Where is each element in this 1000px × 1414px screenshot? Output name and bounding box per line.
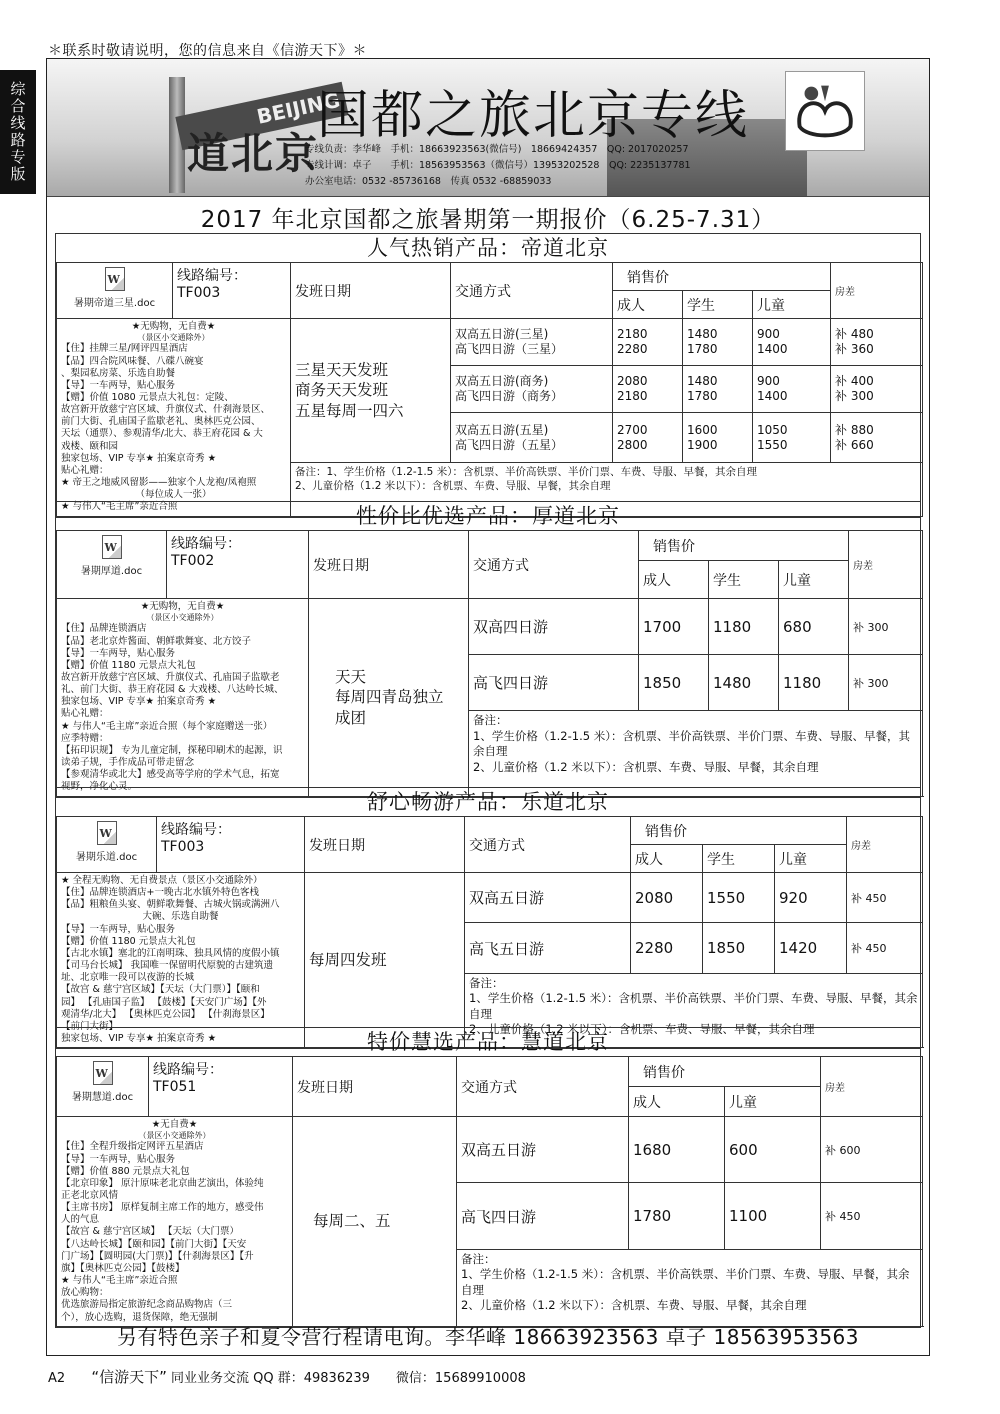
transport-value: 高飞四日游（商务） xyxy=(455,389,564,404)
adult-price: 1780 xyxy=(629,1183,725,1249)
feature-line: ★无购物，无自费★ xyxy=(140,601,225,612)
feature-line: ★ 与伟人“毛主席”亲近合照（每个家庭赠送一张） xyxy=(61,720,273,732)
transport-value: 双高五日游 xyxy=(457,1117,629,1183)
feature-line: 园】 【孔庙国子监】 【鼓楼】【天安门广场】【外 xyxy=(61,996,267,1008)
room-diff-header: 房差 xyxy=(831,263,923,319)
child-price: 1050 xyxy=(757,422,788,437)
feature-line: 【导】一车两导，贴心服务 xyxy=(61,379,176,391)
header-banner xyxy=(47,59,929,197)
date-line: 成团 xyxy=(335,708,367,727)
room-diff: 补 450 xyxy=(821,1183,923,1249)
product-2-table xyxy=(56,530,923,797)
product-4 xyxy=(55,1027,921,1328)
product-3-dates xyxy=(305,873,465,1048)
bottom-contact: 同业业务交流 QQ 群：49836239 微信：15689910008 xyxy=(171,1371,526,1386)
room-diff: 补 300 xyxy=(849,655,923,711)
date-line: 每周四青岛独立 xyxy=(335,688,444,707)
note-line: 备注：1、学生价格（1.2-1.5 米）：含机票、半价高铁票、半价门票、车费、导服、早餐，其余自理 xyxy=(295,465,757,478)
feature-line: 【住】全程升级指定网评五星酒店 xyxy=(61,1141,204,1153)
table-cell xyxy=(613,413,683,462)
adult-price: 2800 xyxy=(617,437,648,452)
feature-line: 戏楼、颐和园 xyxy=(61,440,119,452)
room-diff: 补 450 xyxy=(847,873,923,923)
product-1-doc-cell[interactable] xyxy=(57,263,173,319)
table-cell xyxy=(831,366,923,413)
price-header: 销售价 xyxy=(629,1057,821,1087)
price-header: 销售价 xyxy=(639,531,849,561)
product-3 xyxy=(55,787,921,1049)
transport-header: 交通方式 xyxy=(469,531,639,599)
table-cell xyxy=(753,413,831,462)
transport-header: 交通方式 xyxy=(451,263,613,319)
transport-value: 双高五日游(商务) xyxy=(455,374,549,389)
child-price: 920 xyxy=(775,873,847,923)
feature-line: 【主席书房】 原样复制主席工作的地方，感受伟 xyxy=(61,1202,264,1214)
student-header: 学生 xyxy=(703,845,775,873)
room-diff: 补 480 xyxy=(835,327,874,342)
product-2-doc-cell[interactable] xyxy=(57,531,167,599)
student-price: 1780 xyxy=(687,389,718,404)
date-line: 天天 xyxy=(335,668,367,687)
feature-line: 【导】一车两导，贴心服务 xyxy=(61,923,176,935)
product-3-features xyxy=(57,873,305,1048)
main-title: 2017 年北京国都之旅暑期第一期报价（6.25-7.31） xyxy=(200,207,776,233)
product-4-table xyxy=(56,1056,923,1327)
transport-value: 双高五日游(五星) xyxy=(455,422,549,437)
adult-header: 成人 xyxy=(613,291,683,319)
product-4-title: 特价慧选产品：慧道北京 xyxy=(367,1030,609,1054)
room-diff: 补 450 xyxy=(847,923,923,973)
table-cell xyxy=(451,413,613,462)
transport-value: 双高五日游(三星) xyxy=(455,327,549,342)
child-header: 儿童 xyxy=(725,1087,821,1117)
product-2-dates xyxy=(309,599,469,797)
feature-line: 观清华/北大】 【奥林匹克公园】 【什刹海景区】 xyxy=(61,1008,270,1020)
table-cell xyxy=(753,319,831,366)
feature-line: 贴心礼赠： xyxy=(61,464,109,476)
table-cell xyxy=(451,319,613,366)
transport-value: 双高四日游 xyxy=(469,599,639,655)
feature-line: ★ 帝王之地威风留影——独家个人龙袍/凤袍照 xyxy=(61,477,257,489)
route-label: 线路编号： xyxy=(161,822,231,838)
feature-line: 【导】一车两导，贴心服务 xyxy=(61,1153,176,1165)
room-diff-header: 房差 xyxy=(821,1057,923,1117)
feature-line: 独家包场、VIP 专享★ 拍案京奇秀 ★ xyxy=(61,452,217,464)
price-header: 销售价 xyxy=(613,263,831,291)
student-header: 学生 xyxy=(683,291,753,319)
product-3-table xyxy=(56,816,923,1048)
transport-value: 高飞四日游（三星） xyxy=(455,342,564,357)
product-4-features xyxy=(57,1117,293,1327)
feature-line: 贴心礼赠： xyxy=(61,708,109,720)
contact-line-2: 专线计调：卓子 手机：18563953563（微信号）13953202528 QQ: 2235137781 xyxy=(305,160,691,171)
feature-line: 【拓印识规】 专为儿童定制，探秘印刷术的起源，识 xyxy=(61,744,283,756)
feature-line: ★ 与伟人“毛主席”亲近合照 xyxy=(61,501,178,513)
route-label: 线路编号： xyxy=(177,268,247,284)
product-2-doc-name: 暑期厚道.doc xyxy=(80,566,143,577)
feature-line: 【品】粗粮鱼头宴、朝鲜歌舞餐、古城火锅或满洲八 xyxy=(61,899,280,911)
adult-price: 2080 xyxy=(631,873,703,923)
date-header: 发班日期 xyxy=(309,531,469,599)
feature-line: 【故宫 & 慈宁宫区域】【天坛（大门票）】【颐和 xyxy=(61,984,260,996)
product-3-doc-cell[interactable] xyxy=(57,817,157,873)
note-line: 2、儿童价格（1.2 米以下）：含机票、车费、导服、早餐，其余自理 xyxy=(473,759,819,774)
transport-header: 交通方式 xyxy=(457,1057,629,1117)
product-3-title: 舒心畅游产品：乐道北京 xyxy=(367,790,609,814)
adult-price: 1700 xyxy=(639,599,709,655)
adult-header: 成人 xyxy=(631,845,703,873)
adult-price: 2700 xyxy=(617,422,648,437)
product-2-title: 性价比优选产品：厚道北京 xyxy=(356,504,620,528)
room-diff: 补 880 xyxy=(835,422,874,437)
feature-line: 正老北京风情 xyxy=(61,1190,119,1202)
child-price: 680 xyxy=(779,599,849,655)
student-price: 1550 xyxy=(703,873,775,923)
feature-line: 门广场】【圆明园(大门票)】【什刹海景区】【升 xyxy=(61,1250,254,1262)
product-1-features xyxy=(57,319,291,517)
feature-line: 放心购物： xyxy=(61,1287,109,1299)
feature-line: 大碗、乐选自助餐 xyxy=(142,911,219,923)
feature-line: 独家包场、VIP 专享★ 拍案京奇秀 ★ xyxy=(61,1033,217,1045)
product-2 xyxy=(55,501,921,798)
feature-line: 【导】一车两导，贴心服务 xyxy=(61,647,176,659)
feature-line: ★无购物，无自费★ xyxy=(131,321,216,332)
adult-price: 2280 xyxy=(617,342,648,357)
dao-beijing-text: 道北京 xyxy=(187,129,320,178)
table-cell xyxy=(613,319,683,366)
student-price: 1480 xyxy=(687,374,718,389)
feature-line: 【八达岭长城】【颐和园】【前门大街】【天安 xyxy=(61,1238,247,1250)
student-price: 1480 xyxy=(687,327,718,342)
feature-line: 故宫新开放慈宁宫区域、升旗仪式、孔庙国子监歇老 xyxy=(61,672,280,684)
contact-line-1: 专线负责：李华峰 手机：18663923563(微信号) 18669424357 QQ: 2017020257 xyxy=(305,144,689,155)
transport-value: 双高五日游 xyxy=(465,873,631,923)
product-4-doc-cell[interactable] xyxy=(57,1057,149,1117)
product-2-notes xyxy=(469,711,923,797)
child-price: 900 xyxy=(757,374,780,389)
bottom-bar xyxy=(48,1366,526,1387)
transport-header: 交通方式 xyxy=(465,817,631,873)
feature-line: 【故宫 & 慈宁宫区域】 【天坛（大门票） xyxy=(61,1226,239,1238)
feature-line: 【赠】价值 1080 元景点大礼包：定陵、 xyxy=(61,392,234,404)
date-header: 发班日期 xyxy=(291,263,451,319)
banner-title: 国都之旅北京专线 xyxy=(317,86,750,146)
student-price: 1480 xyxy=(709,655,779,711)
footer-contact-line: 另有特色亲子和夏令营行程请电询。李华峰 18663923563 卓子 18563953563 xyxy=(116,1325,859,1349)
feature-line: （景区小交通除外） xyxy=(146,613,219,623)
transport-value: 高飞四日游 xyxy=(469,655,639,711)
feature-line: 个），放心选购，退货保障，绝无强制 xyxy=(61,1311,218,1323)
adult-price: 2180 xyxy=(617,389,648,404)
route-label: 线路编号： xyxy=(171,536,241,552)
feature-line: 【住】品牌连锁酒店 xyxy=(61,623,147,635)
table-cell xyxy=(451,366,613,413)
student-price: 1180 xyxy=(709,599,779,655)
student-price: 1780 xyxy=(687,342,718,357)
product-3-doc-name: 暑期乐道.doc xyxy=(75,852,138,863)
top-note: ＊联系时敬请说明，您的信息来自《信游天下》＊ xyxy=(48,43,367,59)
route-label: 线路编号： xyxy=(153,1062,223,1078)
product-1-table xyxy=(56,262,923,517)
date-line: 商务天天发班 xyxy=(295,381,389,400)
student-header: 学生 xyxy=(709,561,779,599)
child-header: 儿童 xyxy=(779,561,849,599)
child-price: 1550 xyxy=(757,437,788,452)
feature-line: 【住】品牌连锁酒店+一晚古北水镇外特色客栈 xyxy=(61,887,259,899)
date-header: 发班日期 xyxy=(305,817,465,873)
feature-line: 、梨园私房菜、乐选自助餐 xyxy=(61,367,176,379)
note-line: 1、学生价格（1.2-1.5 米）：含机票、半价高铁票、半价门票、车费、导服、早餐，其余自理 xyxy=(461,1267,910,1297)
child-price: 1420 xyxy=(775,923,847,973)
table-cell xyxy=(831,319,923,366)
child-price: 1400 xyxy=(757,342,788,357)
feature-line: 人的气息 xyxy=(61,1214,100,1226)
feature-line: 应季特赠： xyxy=(61,732,109,744)
feature-line: 【赠】价值 880 元景点大礼包 xyxy=(61,1165,190,1177)
date-line: 每周四发班 xyxy=(309,951,387,970)
date-header: 发班日期 xyxy=(293,1057,457,1117)
price-header: 销售价 xyxy=(631,817,847,845)
child-price: 900 xyxy=(757,327,780,342)
room-diff: 补 300 xyxy=(849,599,923,655)
feature-line: 【北京印象】 原汁原味老北京曲艺演出，体验纯 xyxy=(61,1177,264,1189)
table-cell xyxy=(683,366,753,413)
student-price: 1850 xyxy=(703,923,775,973)
transport-value: 高飞五日游 xyxy=(465,923,631,973)
feature-line: 前门大街、孔庙国子监歇老礼、奥林匹克公园、 xyxy=(61,416,261,428)
date-line: 五星每周一四六 xyxy=(295,401,404,420)
note-line: 2、儿童价格（1.2 米以下）：含机票、车费、导服、早餐，其余自理 xyxy=(295,480,611,493)
feature-line: 读弟子规，手作成品可带走留念 xyxy=(61,757,195,769)
logo-icon xyxy=(785,71,865,151)
adult-header: 成人 xyxy=(629,1087,725,1117)
feature-line: （景区小交通除外） xyxy=(137,333,210,343)
room-diff: 补 660 xyxy=(835,437,874,452)
room-diff: 补 400 xyxy=(835,374,874,389)
child-header: 儿童 xyxy=(775,845,847,873)
room-diff: 补 600 xyxy=(821,1117,923,1183)
word-doc-icon: W xyxy=(93,1061,113,1085)
feature-line: 【前门大街】 xyxy=(61,1020,119,1032)
note-line: 1、学生价格（1.2-1.5 米）：含机票、半价高铁票、半价门票、车费、导服、早餐，其余自理 xyxy=(473,728,910,759)
feature-line: 【住】挂牌三星/网评四星酒店 xyxy=(61,343,188,355)
adult-price: 2080 xyxy=(617,374,648,389)
adult-price: 1680 xyxy=(629,1117,725,1183)
table-cell xyxy=(683,413,753,462)
feature-line: 【品】老北京炸酱面、朝鲜歌舞宴、北方饺子 xyxy=(61,635,252,647)
beijing-ribbon-text: BEIJING xyxy=(175,82,348,151)
feature-line: 旗】【奥林匹克公园】【鼓楼】 xyxy=(61,1262,185,1274)
product-2-features xyxy=(57,599,309,797)
feature-line: 优选旅游局指定旅游纪念商品购物店（三 xyxy=(61,1299,233,1311)
room-diff: 补 300 xyxy=(835,389,874,404)
feature-line: 【古北水镇】塞北的江南明珠、独具风情的度假小镇 xyxy=(61,947,280,959)
feature-line: 【赠】价值 1180 元景点大礼包 xyxy=(61,659,196,671)
table-cell xyxy=(831,413,923,462)
child-price: 1100 xyxy=(725,1183,821,1249)
adult-price: 2180 xyxy=(617,327,648,342)
feature-line: 天坛（通票）、参观清华/北大、恭王府花园 & 大 xyxy=(61,428,263,440)
feature-line: 【品】四合院风味餐、八碟八碗宴 xyxy=(61,355,204,367)
room-diff-header: 房差 xyxy=(849,531,923,599)
child-header: 儿童 xyxy=(753,291,831,319)
feature-line: 【赠】价值 1180 元景点大礼包 xyxy=(61,935,196,947)
note-line: 备注： xyxy=(469,975,504,990)
route-code: TF051 xyxy=(153,1079,197,1095)
product-1-title: 人气热销产品：帝道北京 xyxy=(367,236,609,260)
route-code: TF003 xyxy=(161,839,205,855)
feature-line: 故宫新开放慈宁宫区域、升旗仪式、什刹海景区、 xyxy=(61,404,271,416)
note-line: 备注： xyxy=(461,1251,496,1266)
feature-line: （每位成人一张） xyxy=(135,489,212,501)
student-price: 1900 xyxy=(687,437,718,452)
side-tab: 综合线路专版 xyxy=(0,70,36,194)
route-code: TF003 xyxy=(177,285,221,301)
product-1 xyxy=(55,233,921,518)
date-line: 三星天天发班 xyxy=(295,361,389,380)
feature-line: （景区小交通除外） xyxy=(138,1131,211,1141)
route-code: TF002 xyxy=(171,553,215,569)
adult-header: 成人 xyxy=(639,561,709,599)
product-1-dates xyxy=(291,319,451,463)
page-frame xyxy=(46,58,930,1356)
note-line: 2、儿童价格（1.2 米以下）：含机票、车费、导服、早餐，其余自理 xyxy=(461,1298,807,1313)
feature-line: ★无自费★ xyxy=(151,1119,198,1130)
child-price: 1180 xyxy=(779,655,849,711)
note-line: 备注： xyxy=(473,713,508,727)
transport-value: 高飞四日游（五星） xyxy=(455,437,564,452)
product-4-dates xyxy=(293,1117,457,1327)
date-line: 每周二、五 xyxy=(313,1212,391,1231)
child-price: 600 xyxy=(725,1117,821,1183)
brand-name: “信游天下” xyxy=(91,1368,167,1386)
word-doc-icon: W xyxy=(102,535,122,559)
table-cell xyxy=(613,366,683,413)
product-4-notes xyxy=(457,1249,923,1326)
page-number: A2 xyxy=(48,1371,66,1386)
product-4-doc-name: 暑期慧道.doc xyxy=(71,1092,134,1103)
adult-price: 1850 xyxy=(639,655,709,711)
feature-line: ★ 与伟人“毛主席”亲近合照 xyxy=(61,1275,178,1287)
feature-line: 礼、前门大街、恭王府花园 & 大戏楼、八达岭长城、 xyxy=(61,684,284,696)
product-1-doc-name: 暑期帝道三星.doc xyxy=(73,298,156,309)
transport-value: 高飞四日游 xyxy=(457,1183,629,1249)
room-diff-header: 房差 xyxy=(847,817,923,873)
note-line: 2、儿童价格（1.2 米以下）：含机票、车费、导服、早餐，其余自理 xyxy=(469,1022,815,1037)
feature-line: 址、北京唯一段可以夜游的长城 xyxy=(61,972,195,984)
word-doc-icon: W xyxy=(105,267,125,291)
feature-line: ★ 全程无购物、无自费景点（景区小交通除外） xyxy=(61,875,263,886)
child-price: 1400 xyxy=(757,389,788,404)
room-diff: 补 360 xyxy=(835,342,874,357)
feature-line: 【司马台长城】 我国唯一保留明代原貌的古建筑遗 xyxy=(61,960,274,972)
feature-line: 【参观清华或北大】感受高等学府的学术气息，拓宽 xyxy=(61,769,280,781)
adult-price: 2280 xyxy=(631,923,703,973)
word-doc-icon: W xyxy=(97,821,117,845)
contact-line-3: 办公室电话：0532 -85736168 传真 0532 -68859033 xyxy=(305,176,552,187)
table-cell xyxy=(753,366,831,413)
note-line: 1、学生价格（1.2-1.5 米）：含机票、半价高铁票、半价门票、车费、导服、早餐，其余自理 xyxy=(469,991,918,1021)
feature-line: 独家包场、VIP 专享★ 拍案京奇秀 ★ xyxy=(61,696,217,708)
feature-line: 视野，净化心灵。 xyxy=(61,781,138,793)
table-cell xyxy=(683,319,753,366)
student-price: 1600 xyxy=(687,422,718,437)
